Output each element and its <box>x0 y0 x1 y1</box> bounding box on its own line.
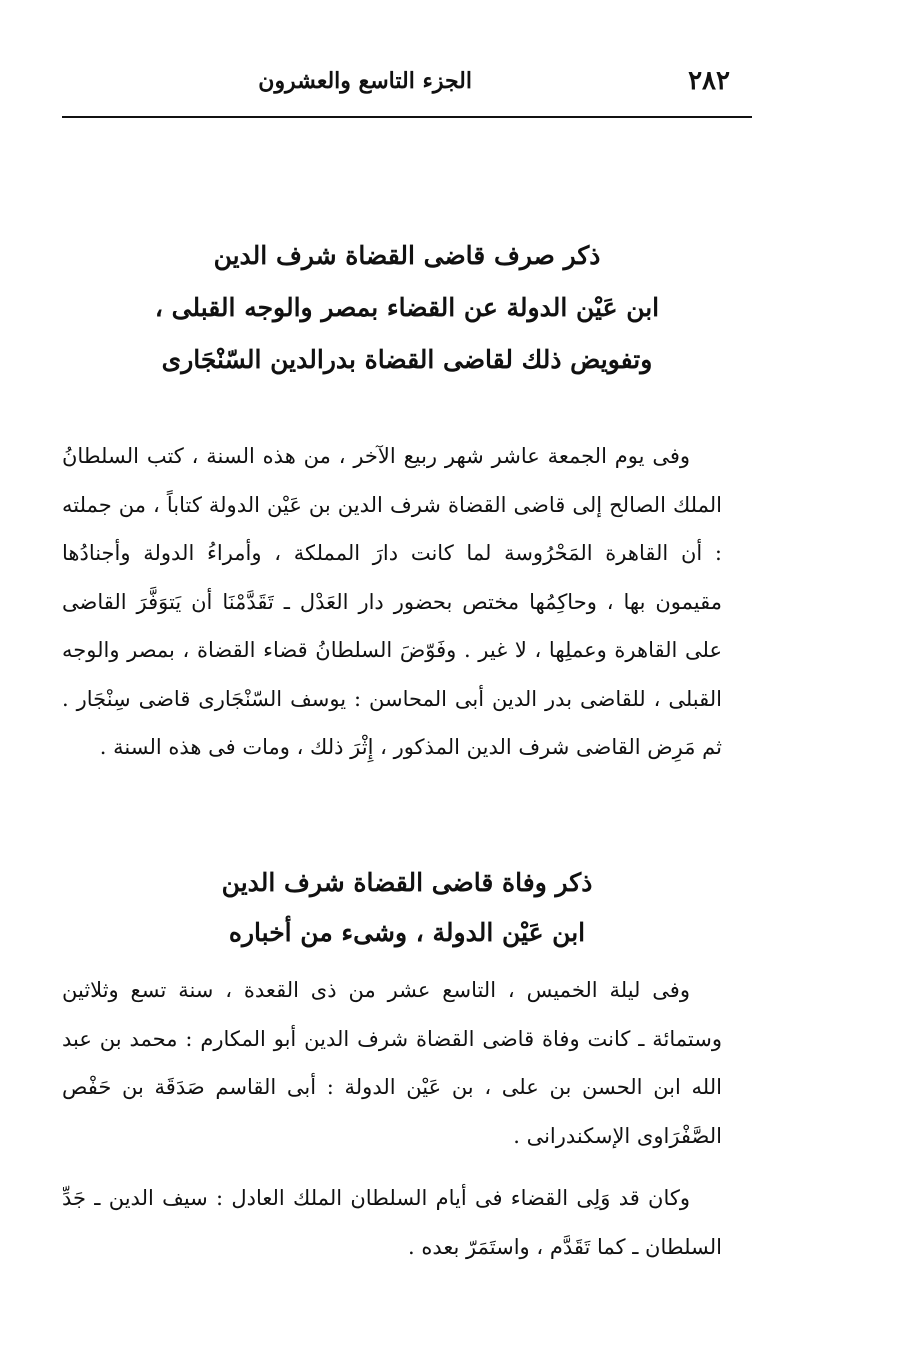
section-body-dismissal <box>62 432 722 772</box>
paragraph: وفى ليلة الخميس ، التاسع عشر من ذى القعدة ، سنة تسع وثلاثين وستمائة ـ كانت وفاة قاضى القضاة شرف الدين أبو المكارم : محمد بن عبد الله ابن الحسن بن على ، بن عَيْن الدولة : أبى القاسم صَدَقَة بن حَفْص الصَّفْرَاوى الإسكندرانى . <box>62 978 722 1148</box>
paragraph: وفى يوم الجمعة عاشر شهر ربيع الآخر ، من هذه السنة ، كتب السلطانُ الملك الصالح إلى قاضى القضاة شرف الدين بن عَيْن الدولة كتاباً ، من جملته : أن القاهرة المَحْرُوسة لما كانت دارَ المملكة ، وأمراءُ الدولة وأجنادُها مقيمون بها ، وحاكِمُها مختص بحضور دار العَدْل ـ تَقَدَّمْنَا أن يَتوَفَّرَ القاضى على القاهرة وعملِها ، لا غير . وفَوّضَ السلطانُ قضاء القضاة ، بمصر والوجه القبلى ، للقاضى بدر الدين أبى المحاسن : يوسف السّنْجَارى قاضى سِنْجَار . ثم مَرِض القاضى شرف الدين المذكور ، إِثْرَ ذلك ، ومات فى هذه السنة . <box>62 444 722 759</box>
header-rule <box>62 116 752 118</box>
heading-line: ذكر صرف قاضى القضاة شرف الدين <box>213 241 601 270</box>
page-header <box>62 56 752 118</box>
heading-line: ابن عَيْن الدولة عن القضاء بمصر والوجه القبلى ، <box>154 293 660 322</box>
page-number: ٢٨٢ <box>688 66 730 96</box>
section-body-death <box>62 966 722 1160</box>
paragraph: وكان قد وَلِى القضاء فى أيام السلطان الملك العادل : سيف الدين ـ جَدِّ السلطان ـ كما تَقَدَّم ، واستَمَرّ بعده . <box>62 1186 722 1259</box>
heading-line: ابن عَيْن الدولة ، وشىء من أخباره <box>228 918 586 947</box>
heading-line: ذكر وفاة قاضى القضاة شرف الدين <box>221 868 593 897</box>
section-heading-death <box>62 858 752 958</box>
heading-line: وتفويض ذلك لقاضى القضاة بدرالدين السّنْجَارى <box>161 345 653 374</box>
section-heading-dismissal <box>62 230 752 386</box>
section-body-death-continued <box>62 1174 722 1271</box>
running-title: الجزء التاسع والعشرون <box>258 68 472 94</box>
